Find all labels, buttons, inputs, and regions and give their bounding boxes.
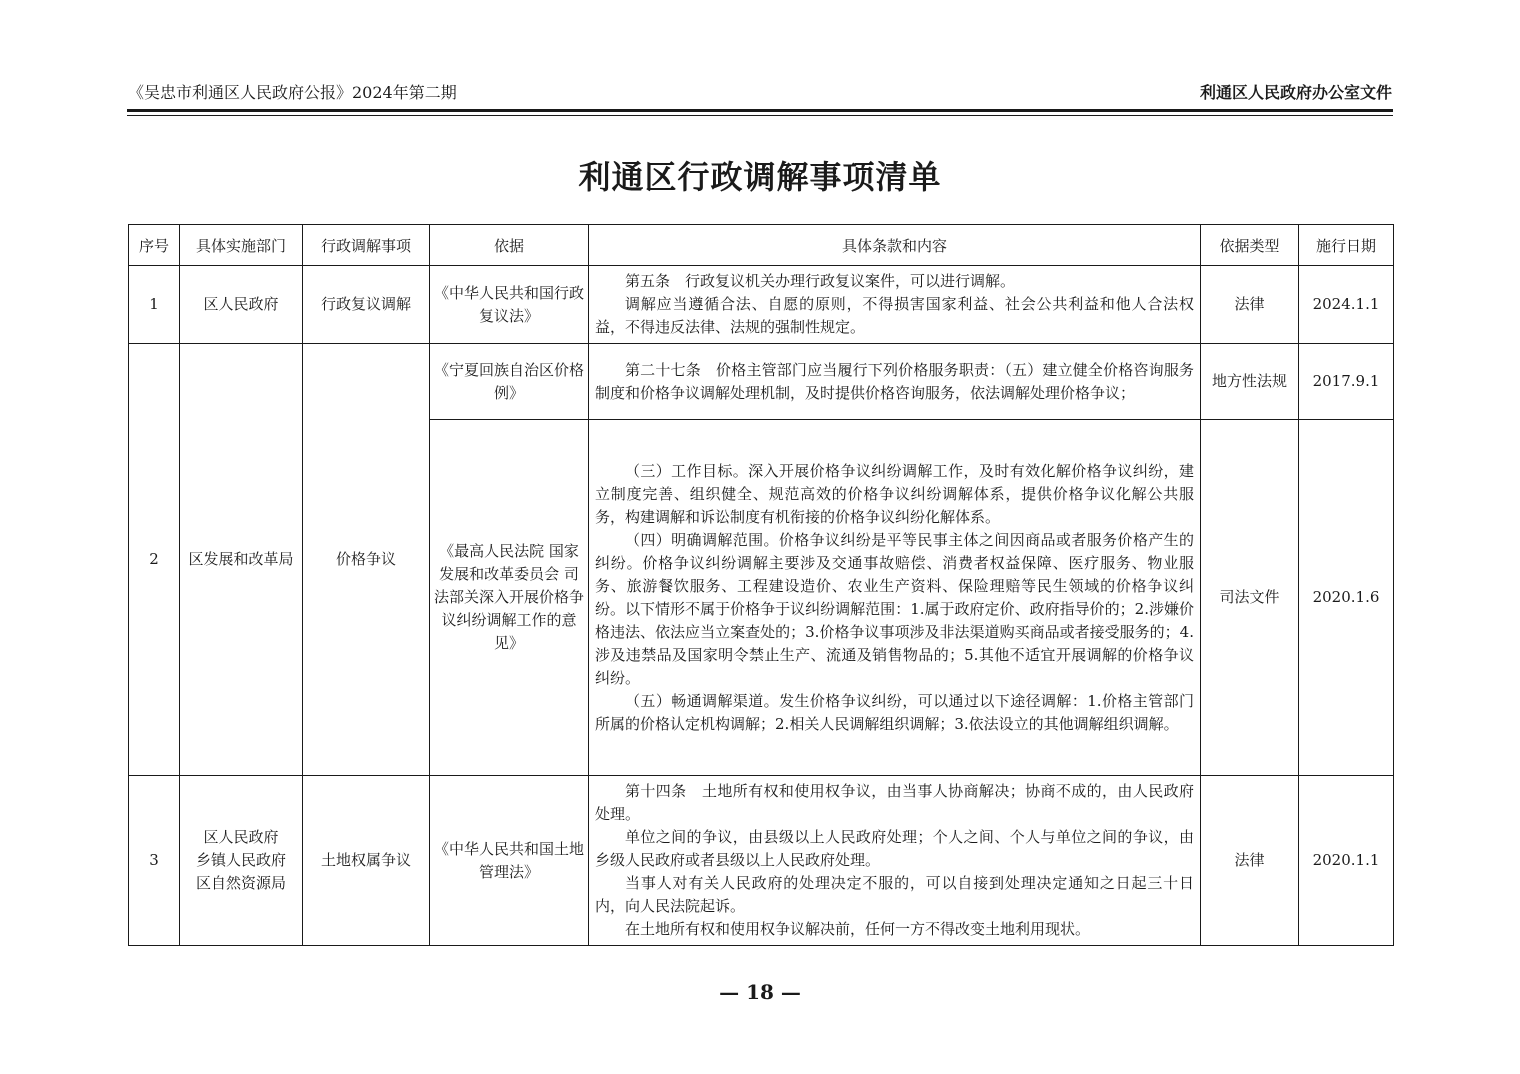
row-date: 2017.9.1 [1299,344,1394,420]
content-paragraph: 在土地所有权和使用权争议解决前，任何一方不得改变土地利用现状。 [625,920,1091,938]
col-header-content: 具体条款和内容 [589,225,1201,266]
content-paragraph: 调解应当遵循合法、自愿的原则，不得损害国家利益、社会公共利益和他人合法权益，不得违反法律、法规的强制性规定。 [595,295,1194,336]
row-no: 3 [129,776,180,946]
page-title: 利通区行政调解事项清单 [578,158,942,196]
content-paragraph: 第二十七条 价格主管部门应当履行下列价格服务职责：（五）建立健全价格咨询服务制度和价格争议调解处理机制，及时提供价格咨询服务，依法调解处理价格争议； [595,360,1194,402]
table-row [129,776,1394,946]
content-paragraph: 单位之间的争议，由县级以上人民政府处理；个人之间、个人与单位之间的争议，由乡级人民政府或者县级以上人民政府处理。 [595,828,1194,869]
content-paragraph: 第五条 行政复议机关办理行政复议案件，可以进行调解。 [625,272,1016,290]
row-type: 法律 [1201,776,1299,946]
content-paragraph: 当事人对有关人民政府的处理决定不服的，可以自接到处理决定通知之日起三十日内，向人民法院起诉。 [595,874,1194,915]
content-paragraph: （四）明确调解范围。价格争议纠纷是平等民事主体之间因商品或者服务价格产生的纠纷。价格争议纠纷调解主要涉及交通事故赔偿、消费者权益保障、医疗服务、物业服务、旅游餐饮服务、工程建设造价、农业生产资料、保险理赔等民生领域的价格争议纠纷。以下情形不属于价格争于议纠纷调解范围：1.属于政府定价、政府指导价的；2.涉嫌价格违法、依法应当立案查处的；3.价格争议事项涉及非法渠道购买商品或者接受服务的；4.涉及违禁品及国家明令禁止生产、流通及销售物品的；5.其他不适宜开展调解的价格争议纠纷。 [595,530,1194,687]
page-number: — 18 — [719,980,801,1004]
col-header-type: 依据类型 [1201,225,1299,266]
row-content [589,420,1201,776]
row-type: 地方性法规 [1201,344,1299,420]
mediation-table [128,224,1394,946]
gazette-header: 《吴忠市利通区人民政府公报》2024年第二期 [128,83,457,102]
content-paragraph: （五）畅通调解渠道。发生价格争议纠纷，可以通过以下途径调解：1.价格主管部门所属的价格认定机构调解；2.相关人民调解组织调解；3.依法设立的其他调解组织调解。 [595,691,1194,733]
col-header-date: 施行日期 [1299,225,1394,266]
row-dept: 区人民政府 乡镇人民政府 区自然资源局 [180,776,303,946]
col-header-basis: 依据 [430,225,589,266]
row-dept: 区人民政府 [180,266,303,344]
row-type: 法律 [1201,266,1299,344]
row-matter: 行政复议调解 [303,266,430,344]
content-paragraph: 第十四条 土地所有权和使用权争议，由当事人协商解决；协商不成的，由人民政府处理。 [595,782,1194,823]
row-basis: 《中华人民共和国土地管理法》 [430,776,589,946]
col-header-dept: 具体实施部门 [180,225,303,266]
row-date: 2020.1.6 [1299,420,1394,776]
content-paragraph: （三）工作目标。深入开展价格争议纠纷调解工作，及时有效化解价格争议纠纷，建立制度完善、组织健全、规范高效的价格争议纠纷调解体系，提供价格争议化解公共服务，构建调解和诉讼制度有机衔接的价格争议纠纷化解体系。 [595,461,1194,526]
row-no: 2 [129,344,180,776]
row-content [589,776,1201,946]
col-header-matter: 行政调解事项 [303,225,430,266]
col-header-no: 序号 [129,225,180,266]
office-header: 利通区人民政府办公室文件 [1199,83,1392,102]
row-matter: 价格争议 [303,344,430,776]
row-basis: 《中华人民共和国行政复议法》 [430,266,589,344]
row-content [589,344,1201,420]
row-dept: 区发展和改革局 [180,344,303,776]
row-date: 2020.1.1 [1299,776,1394,946]
header-rule-thick [127,109,1393,112]
row-content [589,266,1201,344]
row-basis: 《宁夏回族自治区价格例》 [430,344,589,420]
row-type: 司法文件 [1201,420,1299,776]
table-row [129,266,1394,344]
row-date: 2024.1.1 [1299,266,1394,344]
row-basis: 《最高人民法院 国家发展和改革委员会 司法部关深入开展价格争议纠纷调解工作的意见》 [430,420,589,776]
row-matter: 土地权属争议 [303,776,430,946]
table-row [129,344,1394,420]
table-header-row [129,225,1394,266]
row-no: 1 [129,266,180,344]
header-rule-thin [127,115,1393,116]
